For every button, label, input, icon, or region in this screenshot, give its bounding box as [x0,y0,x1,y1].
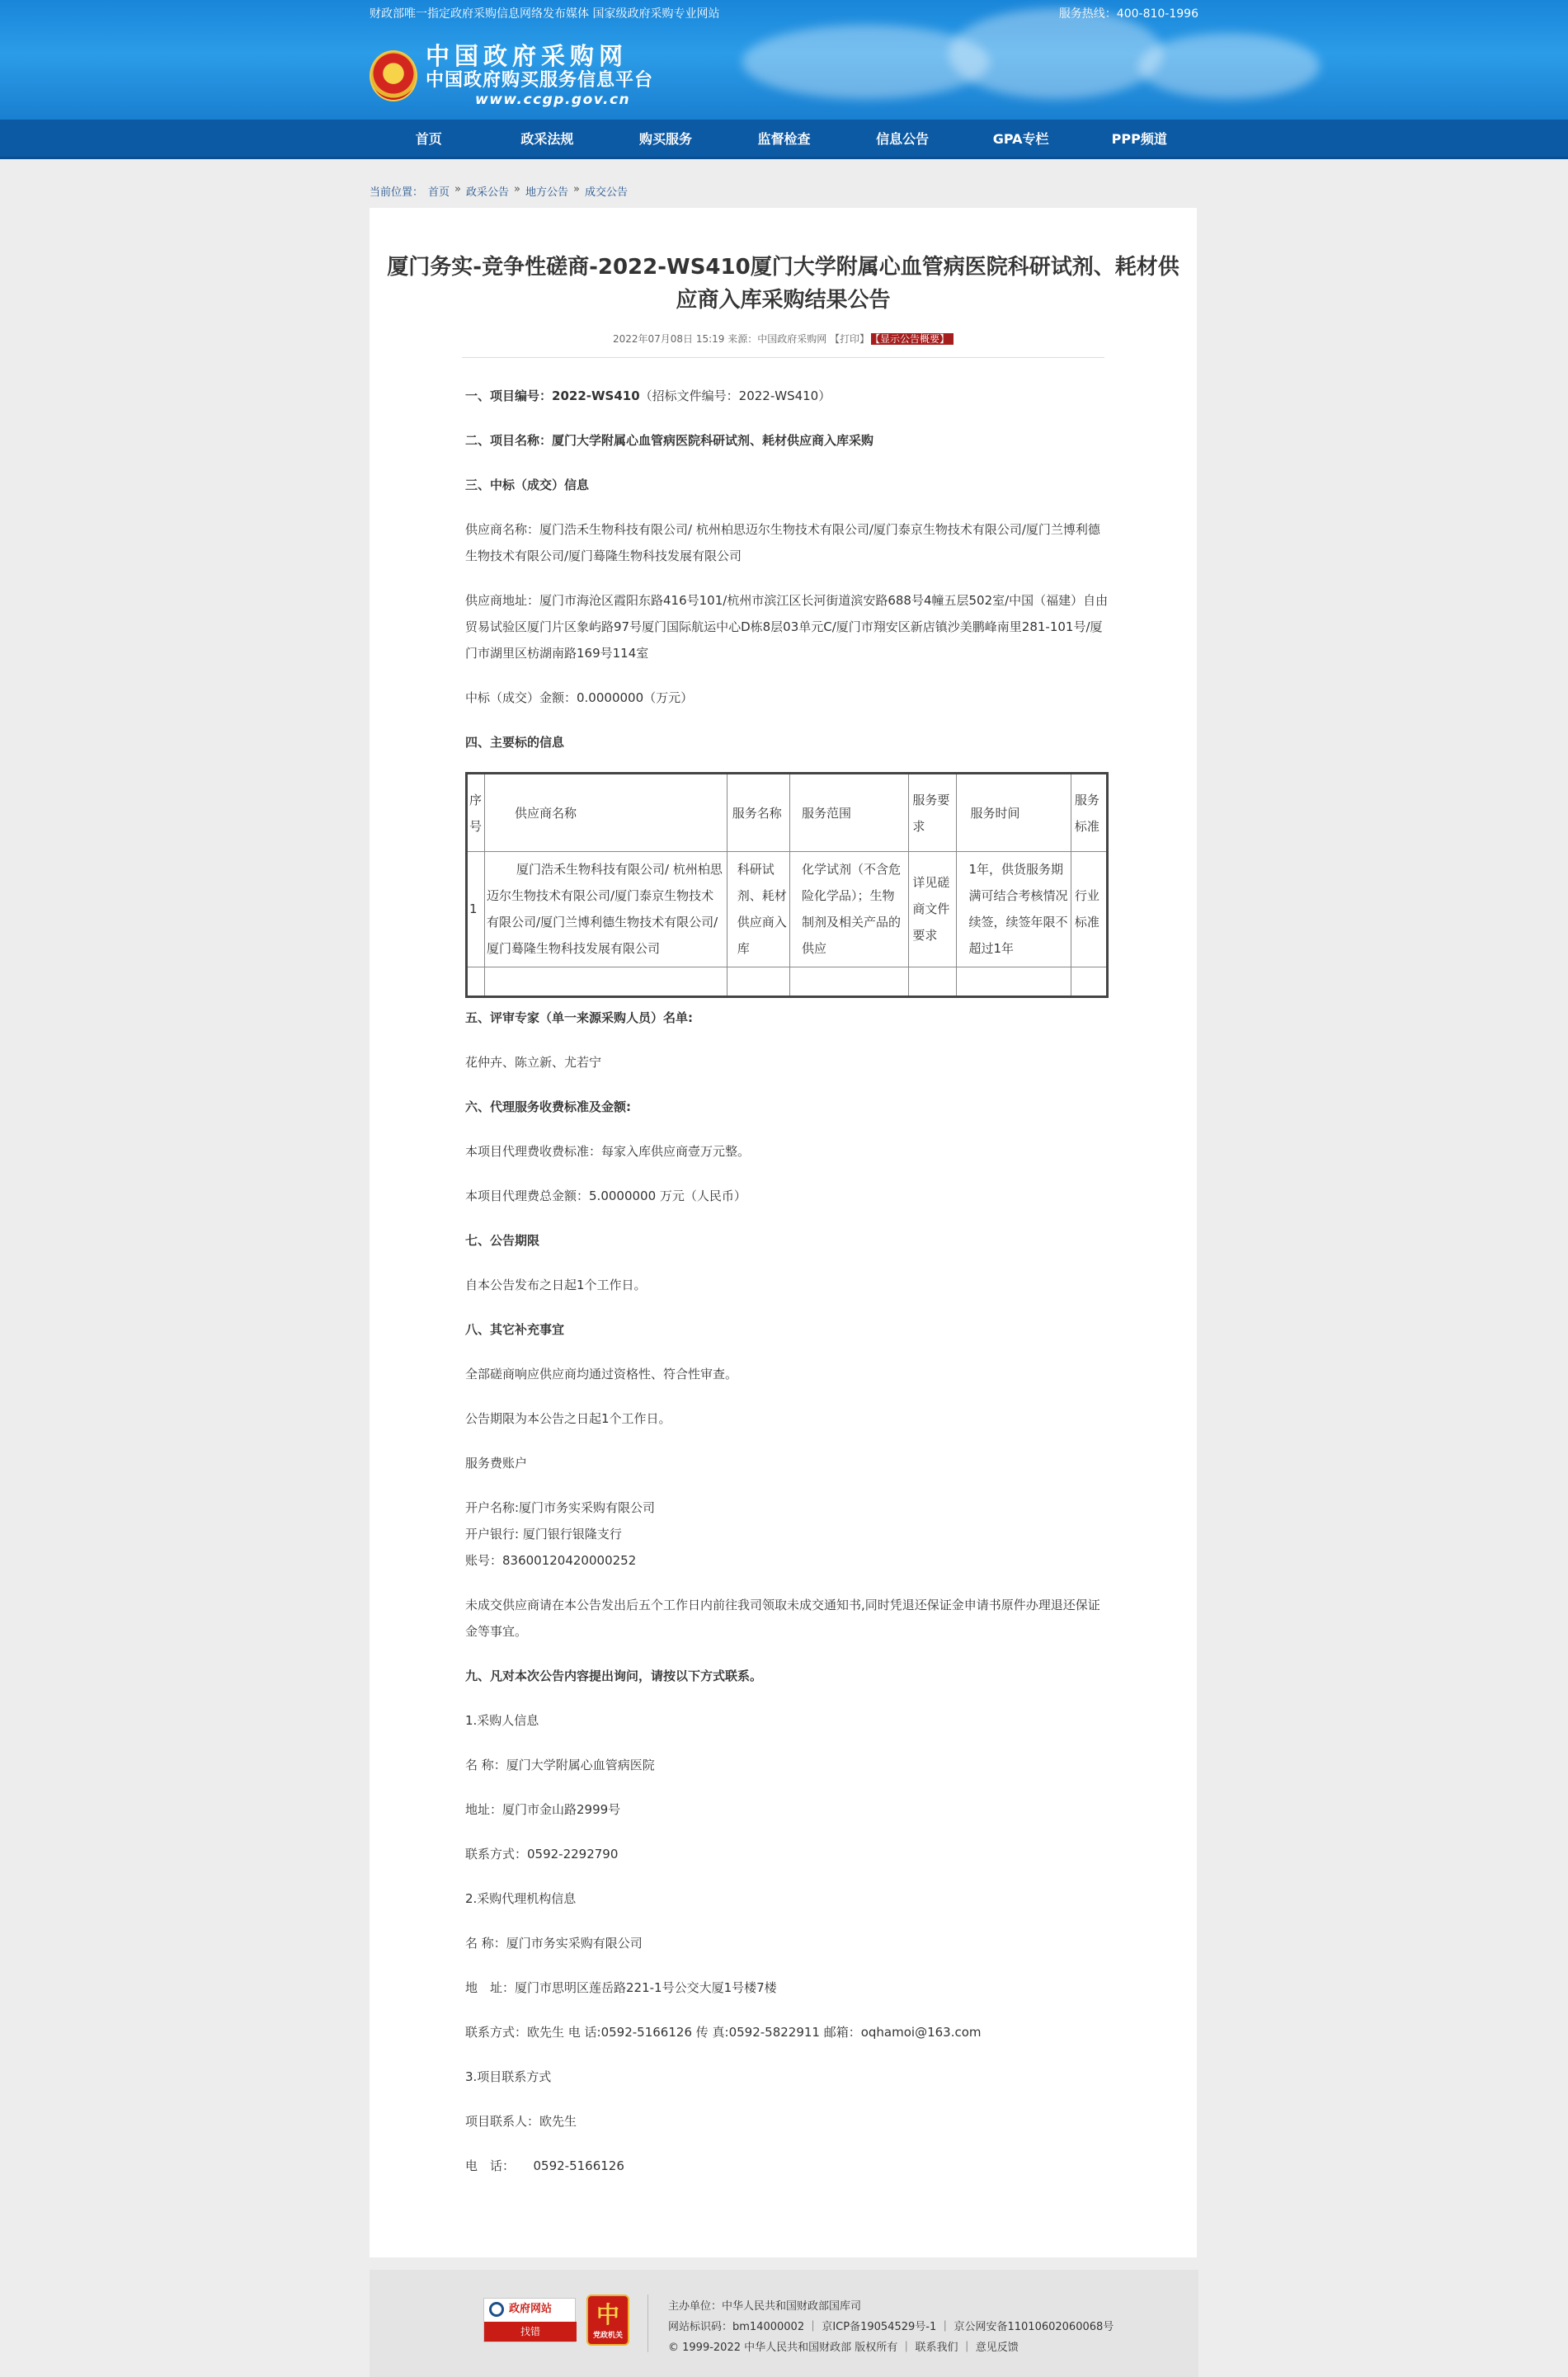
th-supplier: 供应商名称 [485,774,727,852]
nav-home[interactable]: 首页 [415,131,442,147]
th-service-req: 服务要求 [909,774,957,852]
label: 一、项目编号： [465,388,553,403]
unsuccessful-notice: 未成交供应商请在本公告发出后五个工作日内前往我司领取未成交通知书,同时凭退还保证金申请书原件办理退还保证金等事宜。 [465,1598,1100,1639]
gov-badge-label: 政府网站 [508,2303,552,2315]
table-header-row [467,774,1108,852]
supplementary-1: 全部磋商响应供应商均通过资格性、符合性审查。 [465,1367,738,1381]
site-footer [370,2270,1198,2377]
fee-standard: 本项目代理费收费标准：每家入库供应商壹万元整。 [465,1144,751,1159]
account-number: 账号：83600120420000252 [465,1553,637,1568]
cell-service-name: 科研试剂、耗材供应商入库 [727,852,789,967]
th-service-time: 服务时间 [957,774,1071,852]
agency-heading: 2.采购代理机构信息 [465,1891,577,1906]
th-service-scope: 服务范围 [789,774,908,852]
period-text: 自本公告发布之日起1个工作日。 [465,1278,647,1292]
cell-service-time: 1年，供货服务期满可结合考核情况续签，续签年限不超过1年 [957,852,1071,967]
article-meta [370,332,1197,346]
breadcrumb-prefix: 当前位置： [370,186,424,199]
project-contact-heading: 3.项目联系方式 [465,2069,552,2084]
table-row-empty [467,967,1108,996]
site-header [0,0,1568,120]
divider [462,357,1104,358]
supplementary-2: 公告期限为本公告之日起1个工作日。 [465,1411,671,1426]
section-project-number [465,383,1109,409]
party-badge-glyph: 中 [596,2301,619,2328]
national-emblem-icon [370,50,417,101]
account-name: 开户名称:厦门市务实采购有限公司 [465,1500,656,1515]
section-agency-fee: 六、代理服务收费标准及金额: [465,1099,631,1114]
items-table [465,772,1109,998]
agency-name: 名 称：厦门市务实采购有限公司 [465,1936,643,1951]
nav-ppp[interactable]: PPP频道 [1111,131,1167,147]
table-row [467,852,1108,967]
th-service-name: 服务名称 [727,774,789,852]
nav-regulations[interactable]: 政采法规 [520,131,574,147]
section-contact: 九、凡对本次公告内容提出询问，请按以下方式联系。 [465,1669,763,1683]
section-supplementary: 八、其它补充事宜 [465,1322,565,1337]
title-line-2: 应商入库采购结果公告 [676,288,891,313]
section-experts: 五、评审专家（单一来源采购人员）名单: [465,1010,694,1025]
show-summary-button[interactable]: 【显示公告概要】 [871,333,954,345]
nav-purchase-services[interactable]: 购买服务 [638,131,692,147]
purchaser-phone: 联系方式：0592-2292790 [465,1847,619,1862]
experts-list: 花仲卉、陈立新、尤若宁 [465,1055,602,1070]
section-period: 七、公告期限 [465,1233,540,1248]
main-nav [0,120,1568,159]
award-amount: 中标（成交）金额：0.0000000（万元） [465,690,694,705]
gov-badge-action: 找错 [484,2322,577,2342]
project-number: 2022-WS410 [552,388,640,403]
footer-copyright: © 1999-2022 中华人民共和国财政部 版权所有 ｜ 联系我们 ｜ 意见反馈 [668,2342,1019,2354]
breadcrumb: 当前位置： 首页 » 政采公告 » 地方公告 » 成交公告 [370,183,628,199]
supplier-addresses: 供应商地址：厦门市海沧区霞阳东路416号101/杭州市滨江区长河街道滨安路688号4幢五层502室/中国（福建）自由贸易试验区厦门片区象屿路97号厦门国际航运中心D栋8层03单元C/厦门市翔安区新店镇沙美鹏峰南里281-101号/厦门市湖里区枋湖南路169号114室 [465,593,1109,661]
party-gov-agency-badge[interactable] [586,2295,629,2346]
nav-announcements[interactable]: 信息公告 [876,131,930,147]
breadcrumb-deals[interactable]: 成交公告 [584,186,628,199]
account-bank: 开户银行: 厦门银行银隆支行 [465,1527,622,1542]
cloud-decoration [949,8,1163,99]
cell-supplier: 厦门浩禾生物科技有限公司/ 杭州柏思迈尔生物技术有限公司/厦门泰京生物技术有限公司/厦门兰博利德生物技术有限公司/厦门蓦隆生物科技发展有限公司 [485,852,727,967]
gov-website-error-report-button[interactable] [483,2298,576,2342]
party-badge-label: 党政机关 [592,2332,623,2340]
site-slogan: 财政部唯一指定政府采购信息网络发布媒体 国家级政府采购专业网站 [370,7,720,21]
logo-url: www.ccgp.gov.cn [475,92,631,109]
nav-gpa[interactable]: GPA专栏 [992,131,1049,147]
purchaser-address: 地址：厦门市金山路2999号 [465,1802,621,1817]
th-index: 序号 [467,774,485,852]
project-contact-phone: 电 话： 0592-5166126 [465,2158,624,2173]
header-topline [370,5,1198,20]
cloud-decoration [1138,33,1320,99]
service-hotline: 服务热线：400-810-1996 [1058,7,1198,21]
cell-index: 1 [467,852,485,967]
footer-info [668,2296,1114,2358]
th-service-standard: 服务标准 [1071,774,1107,852]
site-logo[interactable] [370,41,699,111]
footer-host: 主办单位：中华人民共和国财政部国库司 [668,2300,862,2313]
supplier-names: 供应商名称：厦门浩禾生物科技有限公司/ 杭州柏思迈尔生物技术有限公司/厦门泰京生物技术有限公司/厦门兰博利德生物技术有限公司/厦门蓦隆生物科技发展有限公司 [465,522,1100,563]
article [370,208,1197,2257]
fee-total: 本项目代理费总金额：5.0000000 万元（人民币） [465,1188,746,1203]
title-line-1: 厦门务实-竞争性磋商-2022-WS410厦门大学附属心血管病医院科研试剂、耗材供 [387,255,1180,280]
cell-service-req: 详见磋商文件要求 [909,852,957,967]
breadcrumb-local[interactable]: 地方公告 [525,186,568,199]
cell-service-standard: 行业标准 [1071,852,1107,967]
footer-codes: 网站标识码：bm14000002 ｜ 京ICP备19054529号-1 ｜ 京公网安备11010602060068号 [668,2321,1114,2333]
section-award-info: 三、中标（成交）信息 [465,478,590,492]
article-title [386,251,1180,317]
cell-service-scope: 化学试剂（不含危险化学品）；生物制剂及相关产品的供应 [789,852,908,967]
tender-number-note: （招标文件编号：2022-WS410） [639,388,831,403]
footer-divider [647,2295,648,2352]
project-contact-person: 项目联系人：欧先生 [465,2114,577,2129]
purchaser-heading: 1.采购人信息 [465,1713,539,1728]
supplementary-3: 服务费账户 [465,1456,528,1471]
logo-subtitle: 中国政府购买服务信息平台 [426,69,654,92]
section-project-name: 二、项目名称：厦门大学附属心血管病医院科研试剂、耗材供应商入库采购 [465,433,874,448]
logo-title: 中国政府采购网 [426,41,629,70]
breadcrumb-notices[interactable]: 政采公告 [466,186,510,199]
section-main-items: 四、主要标的信息 [465,735,565,750]
breadcrumb-home[interactable]: 首页 [428,186,450,199]
agency-contact: 联系方式：欧先生 电 话:0592-5166126 传 真:0592-5822911 邮箱：oqhamoi@163.com [465,2025,982,2040]
purchaser-name: 名 称：厦门大学附属心血管病医院 [465,1758,655,1772]
agency-address: 地 址：厦门市思明区莲岳路221-1号公交大厦1号楼7楼 [465,1980,777,1995]
nav-supervision[interactable]: 监督检查 [757,131,811,147]
meta-date-source: 2022年07月08日 15:19 来源：中国政府采购网 【打印】 [612,333,870,345]
